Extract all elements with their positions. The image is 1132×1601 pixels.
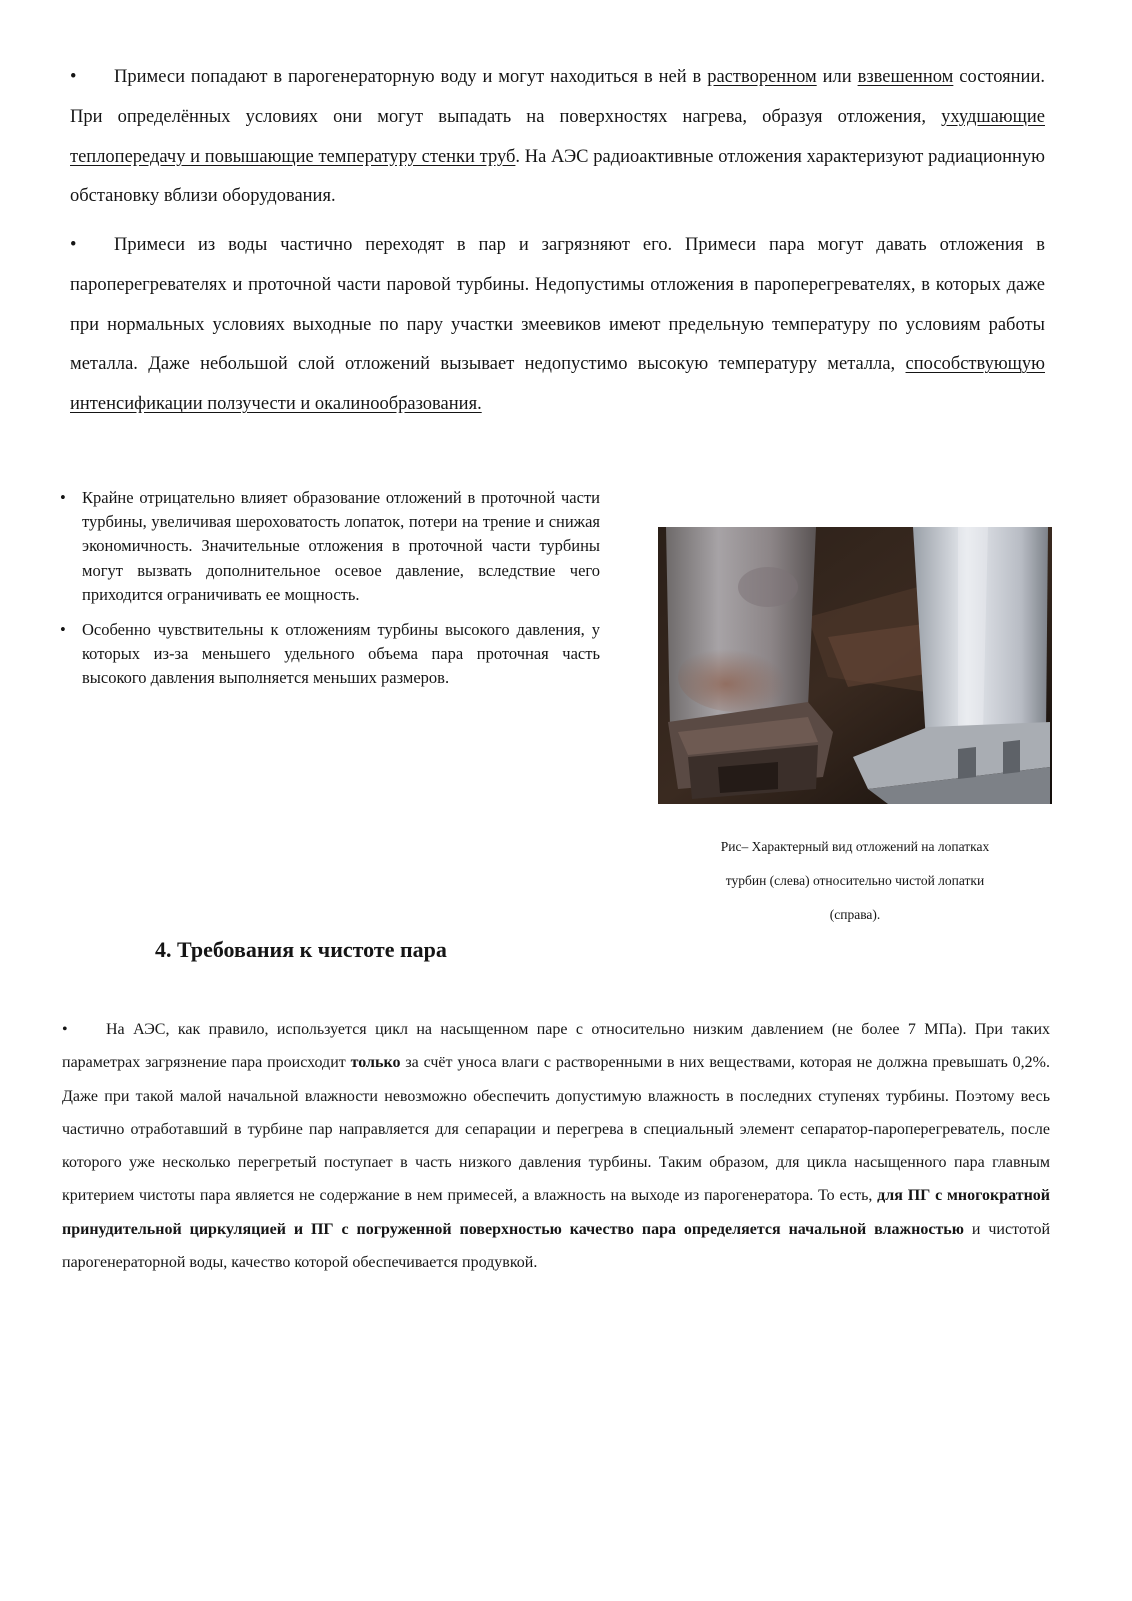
text-run: или [816,67,858,87]
section-heading: 4. Требования к чистоте пара [155,937,447,962]
bullet-mark: • [70,67,77,87]
deposits-bullet-list [60,486,600,702]
text-run: и чистотой парогенераторной воды, качество которой обеспечивается продувкой. [62,1220,1051,1272]
turbine-blades-photo [658,527,1052,804]
list-item-text: Особенно чувствительны к отложениям турбины высокого давления, у которых из-за меньшего удельного объема пара проточная часть высокого давления выполняется меньших размеров. [82,620,600,688]
paragraph-impurities-water [70,58,1045,217]
underlined-text: способствующую интенсификации ползучести и окалинообразования. [70,354,1045,415]
list-item [60,486,600,607]
figure-caption [650,830,1060,932]
list-item-text: Крайне отрицательно влияет образование отложений в проточной части турбины, увеличивая шероховатость лопаток, потери на трение и снижая экономичность. Значительные отложения в проточной части турбины могут вызвать дополнительное осевое давление, вследствие чего приходится ограничивать ее мощность. [82,488,600,604]
caption-line: (справа). [829,907,881,922]
bold-text: только [350,1054,401,1072]
text-run: . На АЭС радиоактивные отложения характеризуют радиационную обстановку вблизи оборудования. [70,146,1045,207]
bullet-mark: • [60,620,66,640]
text-run: На АЭС, как правило, используется цикл на насыщенном паре с относительно низким давлением (не более 7 МПа). При таких параметрах загрязнение пара происходит [62,1021,1050,1072]
text-run: за счёт уноса влаги с растворенными в них веществами, которая не должна превышать 0,2%. Даже при такой малой начальной влажности невозможно обеспечить допустимую влажность в последних ступенях турбины. Поэтому весь частично отработавший в турбине пар направляется для сепарации и перегрева в специальный элемент сепаратор-пароперегреватель, после которого уже несколько перегретый поступает в часть низкого давления турбины. Таким образом, для цикла насыщенного пара главным критерием чистоты пара является не содержание в нем примесей, а влажность на выходе из парогенератора. То есть, [62,1054,1050,1205]
caption-line: Рис– Характерный вид отложений на лопатках [720,839,990,854]
paragraph-steam-purity [62,1013,1050,1279]
list-item [60,618,600,691]
caption-line: турбин (слева) относительно чистой лопатки [725,873,985,888]
underlined-text: ухудшающие теплопередачу и повышающие температуру стенки труб [70,106,1045,167]
turbine-blades-illustration [658,527,1052,804]
bullet-mark: • [62,1021,68,1038]
bullet-mark: • [60,488,66,507]
bullet-mark: • [70,235,77,255]
text-run: Примеси попадают в парогенераторную воду и могут находиться в ней в [114,67,708,87]
paragraph-impurities-steam [70,226,1045,425]
underlined-text: взвешенном [857,67,954,87]
bold-text: для ПГ с многократной принудительной циркуляцией и ПГ с погруженной поверхностью качество пара определяется начальной влажностью [62,1187,1051,1238]
underlined-text: растворенном [707,67,817,87]
text-run: состоянии. При определённых условиях они могут выпадать на поверхностях нагрева, образуя отложения, [70,67,1045,127]
text-run: Примеси из воды частично переходят в пар и загрязняют его. Примеси пара могут давать отложения в пароперегревателях и проточной части паровой турбины. Недопустимы отложения в пароперегревателях, в которых даже при нормальных условиях выходные по пару участки змеевиков имеют предельную температуру по условиям работы металла. Даже небольшой слой отложений вызывает недопустимо высокую температуру металла, [70,235,1045,375]
